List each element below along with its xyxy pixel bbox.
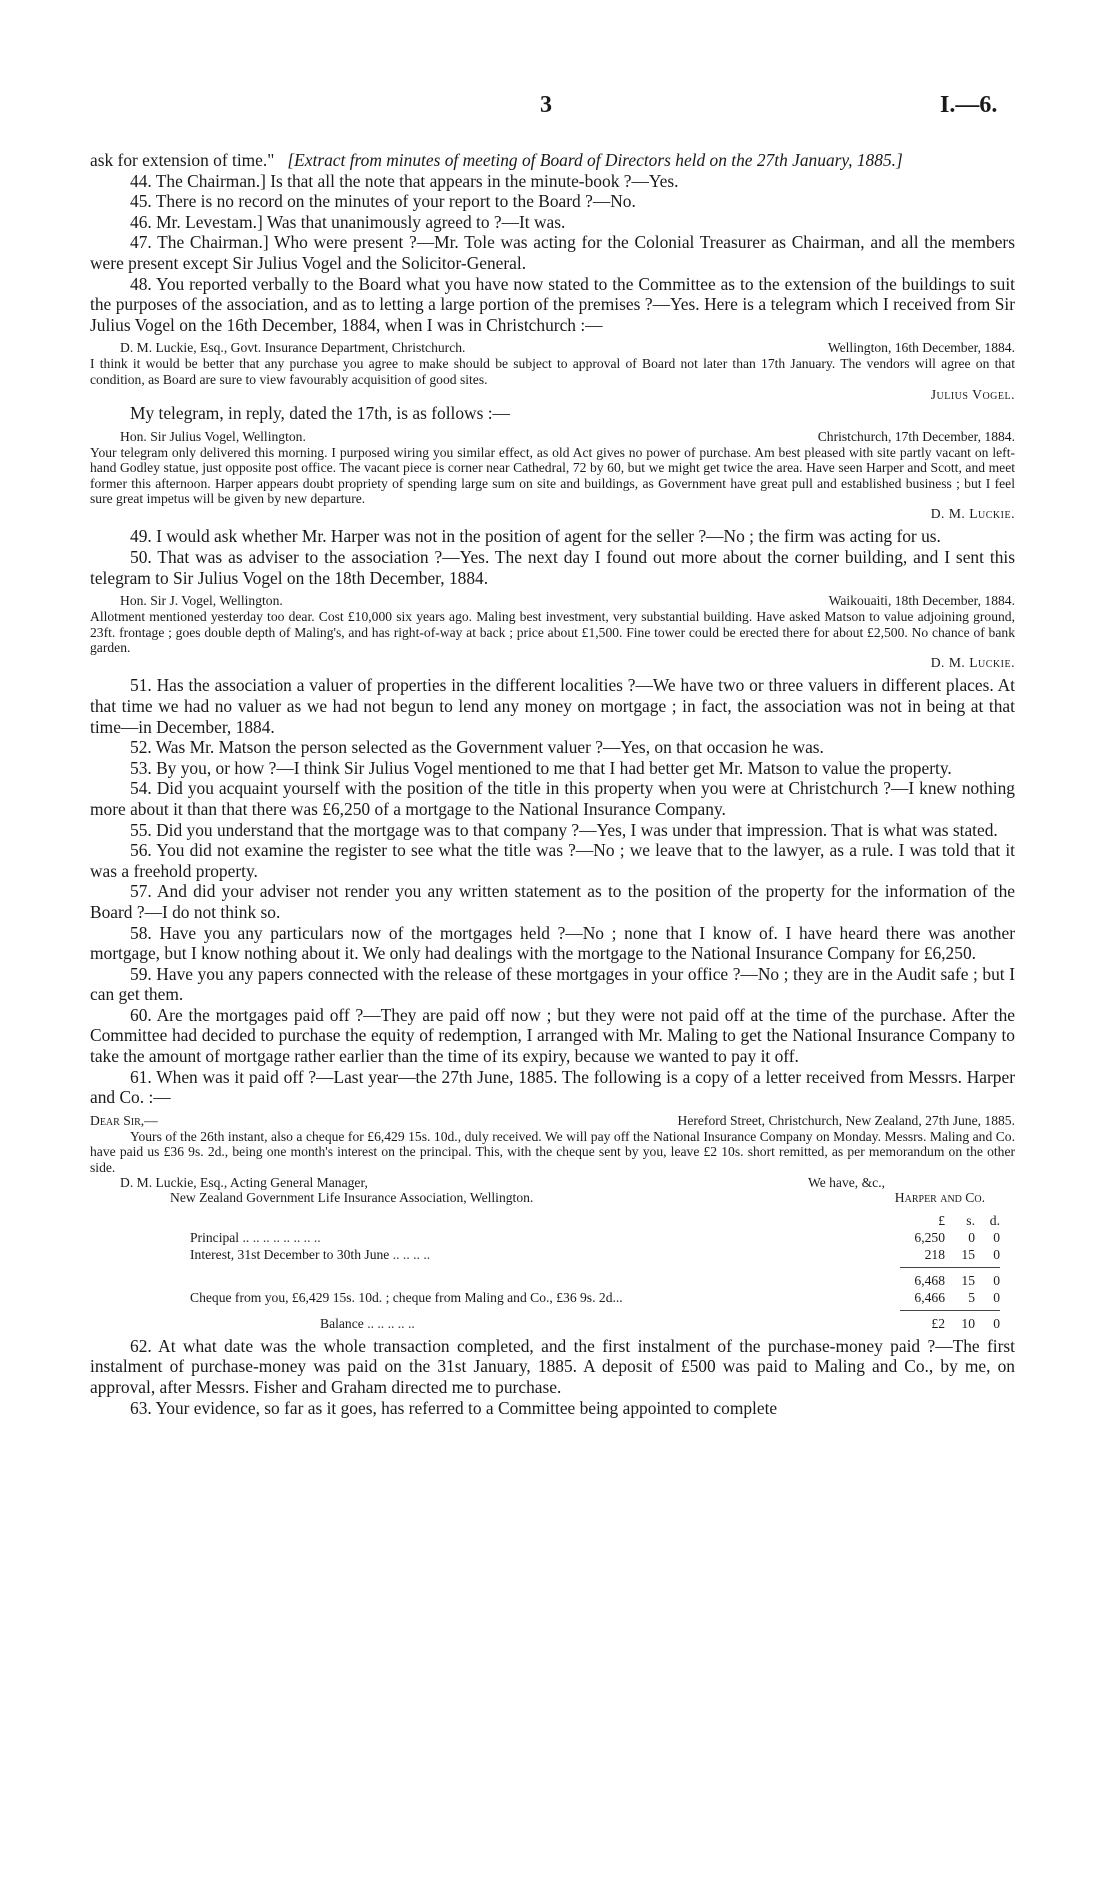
- account-row-principal: Principal .. .. .. .. .. .. .. .. 6,250 0 0: [190, 1229, 1000, 1245]
- paragraph-58: 58. Have you any particulars now of the mortgages held ?—No ; none that I know of. I have heard there was another mortgage, but I know nothing about it. We only had dealings with the mortgage to the National Insurance Company for £6,250.: [90, 922, 1015, 964]
- paragraph-51: 51. Has the association a valuer of properties in the different localities ?—We have two or three valuers in different places. At that time we had no valuer as we had not begun to lend any money on mortgage ; in fact, the association was not in being at that time—in December, 1884.: [90, 675, 1015, 737]
- telegram-3-signature: D. M. Luckie.: [930, 655, 1015, 671]
- paragraph-46: 46. Mr. Levestam.] Was that unanimously agreed to ?—It was.: [130, 211, 566, 232]
- paragraph-56: 56. You did not examine the register to see what the title was ?—No ; we leave that to the lawyer, as a rule. I was told that it was a freehold property.: [90, 840, 1015, 881]
- paragraph-57: 57. And did your adviser not render you any written statement as to the position of the property for the information of the Board ?—I do not think so.: [90, 881, 1015, 922]
- letter-signature: Harper and Co.: [894, 1190, 985, 1206]
- telegram-2-body: Your telegram only delivered this morning. I purposed wiring you similar effect, as old Act gives no power of purchase. Am best pleased with site partly vacant on left-hand Godley statue, just opposite post office. The vacant piece is corner near Cathedral, 72 by 60, but we might get twice the area. Have seen Harper and Scott, and meet former this afternoon. Harper appears doubt propriety of spending large sum on site and buildings, as Government have great pull and established business ; but I feel sure great impetus will be given by new departure.: [90, 444, 1015, 506]
- telegram-3-body: Allotment mentioned yesterday too dear. Cost £10,000 six years ago. Maling best investment, very substantial building. Have asked Matson to value adjoining ground, 23ft. frontage ; goes double depth of Maling's, and has right-of-way at back ; price about £1,500. Fine tower could be erected there for about £2,500. No chance of bank garden.: [90, 609, 1015, 655]
- letter-closing: We have, &c.,: [807, 1175, 885, 1191]
- telegram-2-addressee: Hon. Sir Julius Vogel, Wellington.: [120, 428, 306, 444]
- telegram-2-place-date: Christchurch, 17th December, 1884.: [817, 428, 1015, 444]
- header-pence: d.: [989, 1212, 1000, 1228]
- paragraph-52: 52. Was Mr. Matson the person selected as the Government valuer ?—Yes, on that occasion he was.: [130, 737, 824, 758]
- paragraph-60: 60. Are the mortgages paid off ?—They are paid off now ; but they were not paid off at the time of the purchase. After the Committee had decided to purchase the equity of redemption, I arranged with Mr. Maling to get the National Insurance Company to take the amount of mortgage rather earlier than the time of its expiry, because we wanted to pay it off.: [90, 1004, 1015, 1067]
- paragraph-47: 47. The Chairman.] Who were present ?—Mr. Tole was acting for the Colonial Treasurer as Chairman, and all the members were present except Sir Julius Vogel and the Solicitor-General.: [90, 232, 1015, 273]
- telegram-2-header: [90, 428, 1015, 445]
- paragraph-55: 55. Did you understand that the mortgage was to that company ?—Yes, I was under that impression. That is what was stated.: [130, 819, 998, 840]
- account-row-balance: Balance .. .. .. .. .. £2 10 0: [320, 1315, 1000, 1331]
- header-shillings: s.: [966, 1212, 975, 1228]
- letter-header: [90, 1112, 1015, 1129]
- account-row-interest: Interest, 31st December to 30th June .. .. .. .. 218 15 0: [190, 1246, 1000, 1262]
- telegram-1-place-date: Wellington, 16th December, 1884.: [827, 340, 1015, 356]
- letter-addressee: D. M. Luckie, Esq., Acting General Manager,: [120, 1175, 368, 1191]
- minutes-extract-citation: [Extract from minutes of meeting of Board of Directors held on the 27th January, 1885.]: [287, 150, 903, 170]
- paragraph-59: 59. Have you any papers connected with the release of these mortgages in your office ?—No ; they are in the Audit safe ; but I can get them.: [90, 963, 1015, 1005]
- letter-address-row-1: [90, 1175, 1015, 1190]
- balance-rule: [900, 1310, 1000, 1311]
- letter-address-row-2: [90, 1190, 1015, 1205]
- account-row-cheques: Cheque from you, £6,429 15s. 10d. ; cheque from Maling and Co., £36 9s. 2d... 6,466 5 0: [190, 1289, 1000, 1305]
- account-row-subtotal: 6,468 15 0: [914, 1272, 1000, 1288]
- document-body: [90, 150, 1015, 1418]
- telegram-2-signature: D. M. Luckie.: [930, 506, 1015, 522]
- reply-intro: My telegram, in reply, dated the 17th, is as follows :—: [130, 403, 510, 424]
- account-memorandum: [190, 1212, 1000, 1332]
- paragraph-50: 50. That was as adviser to the association ?—Yes. The next day I found out more about the corner building, and I sent this telegram to Sir Julius Vogel on the 18th December, 1884.: [90, 546, 1015, 588]
- telegram-1-addressee: D. M. Luckie, Esq., Govt. Insurance Department, Christchurch.: [120, 340, 466, 356]
- telegram-1-body: I think it would be better that any purchase you agree to make should be subject to approval of Board not later than 17th January. The vendors will agree on that condition, as Board are sure to view favourably acquisition of good sites.: [90, 356, 1015, 387]
- header-pounds: £: [938, 1212, 945, 1228]
- paragraph-49: 49. I would ask whether Mr. Harper was not in the position of agent for the seller ?—No ; the firm was acting for us.: [130, 526, 941, 547]
- paragraph-61: 61. When was it paid off ?—Last year—the 27th June, 1885. The following is a copy of a letter received from Messrs. Harper and Co. :—: [90, 1066, 1015, 1108]
- telegram-1-header: [90, 339, 1015, 356]
- paragraph-62: 62. At what date was the whole transaction completed, and the first instalment of the purchase-money paid ?—The first instalment of purchase-money was paid on the 31st January, 1885. A deposit of £500 was paid to Maling and Co., by me, on approval, after Messrs. Fisher and Graham directed me to purchase.: [90, 1335, 1015, 1398]
- letter-address-date: Hereford Street, Christchurch, New Zealand, 27th June, 1885.: [677, 1112, 1015, 1128]
- letter-body: Yours of the 26th instant, also a cheque for £6,429 15s. 10d., duly received. We will pay off the National Insurance Company on Monday. Messrs. Maling and Co. have paid us £36 9s. 2d., being one month's interest on the principal. This, with the cheque sent by you, leave £2 10s. short remitted, as per memorandum on the other side.: [90, 1128, 1015, 1175]
- subtotal-rule: [900, 1267, 1000, 1268]
- telegram-1-signature: Julius Vogel.: [930, 387, 1015, 403]
- page-number: 3: [540, 92, 552, 118]
- paragraph-63: 63. Your evidence, so far as it goes, has referred to a Committee being appointed to complete: [130, 1397, 778, 1418]
- paragraph-53: 53. By you, or how ?—I think Sir Julius Vogel mentioned to me that I had better get Mr. Matson to value the property.: [130, 757, 952, 778]
- telegram-3-place-date: Waikouaiti, 18th December, 1884.: [828, 593, 1015, 609]
- paragraph-48: 48. You reported verbally to the Board what you have now stated to the Committee as to the extension of the buildings to suit the purposes of the association, and as to letting a large portion of the premises ?—Yes. Here is a telegram which I received from Sir Julius Vogel on the 16th December, 1884, when I was in Christchurch :—: [90, 273, 1015, 335]
- paragraph-54: 54. Did you acquaint yourself with the position of the title in this property when you were at Christchurch ?—I knew nothing more about it than that there was £6,250 of a mortgage to the National Insurance Company.: [90, 778, 1015, 819]
- document-code: I.—6.: [940, 92, 998, 118]
- paragraph-45: 45. There is no record on the minutes of your report to the Board ?—No.: [130, 191, 636, 212]
- letter-addressee-association: New Zealand Government Life Insurance Association, Wellington.: [170, 1190, 534, 1206]
- paragraph-continuation: ask for extension of time." [Extract from minutes of meeting of Board of Directors held on the 27th January, 1885.]: [90, 150, 903, 170]
- account-column-headers: [190, 1212, 1000, 1229]
- telegram-3-addressee: Hon. Sir J. Vogel, Wellington.: [120, 593, 283, 609]
- telegram-3-header: [90, 592, 1015, 609]
- letter-salutation: Dear Sir,—: [90, 1112, 158, 1128]
- paragraph-44: 44. The Chairman.] Is that all the note that appears in the minute-book ?—Yes.: [130, 170, 679, 191]
